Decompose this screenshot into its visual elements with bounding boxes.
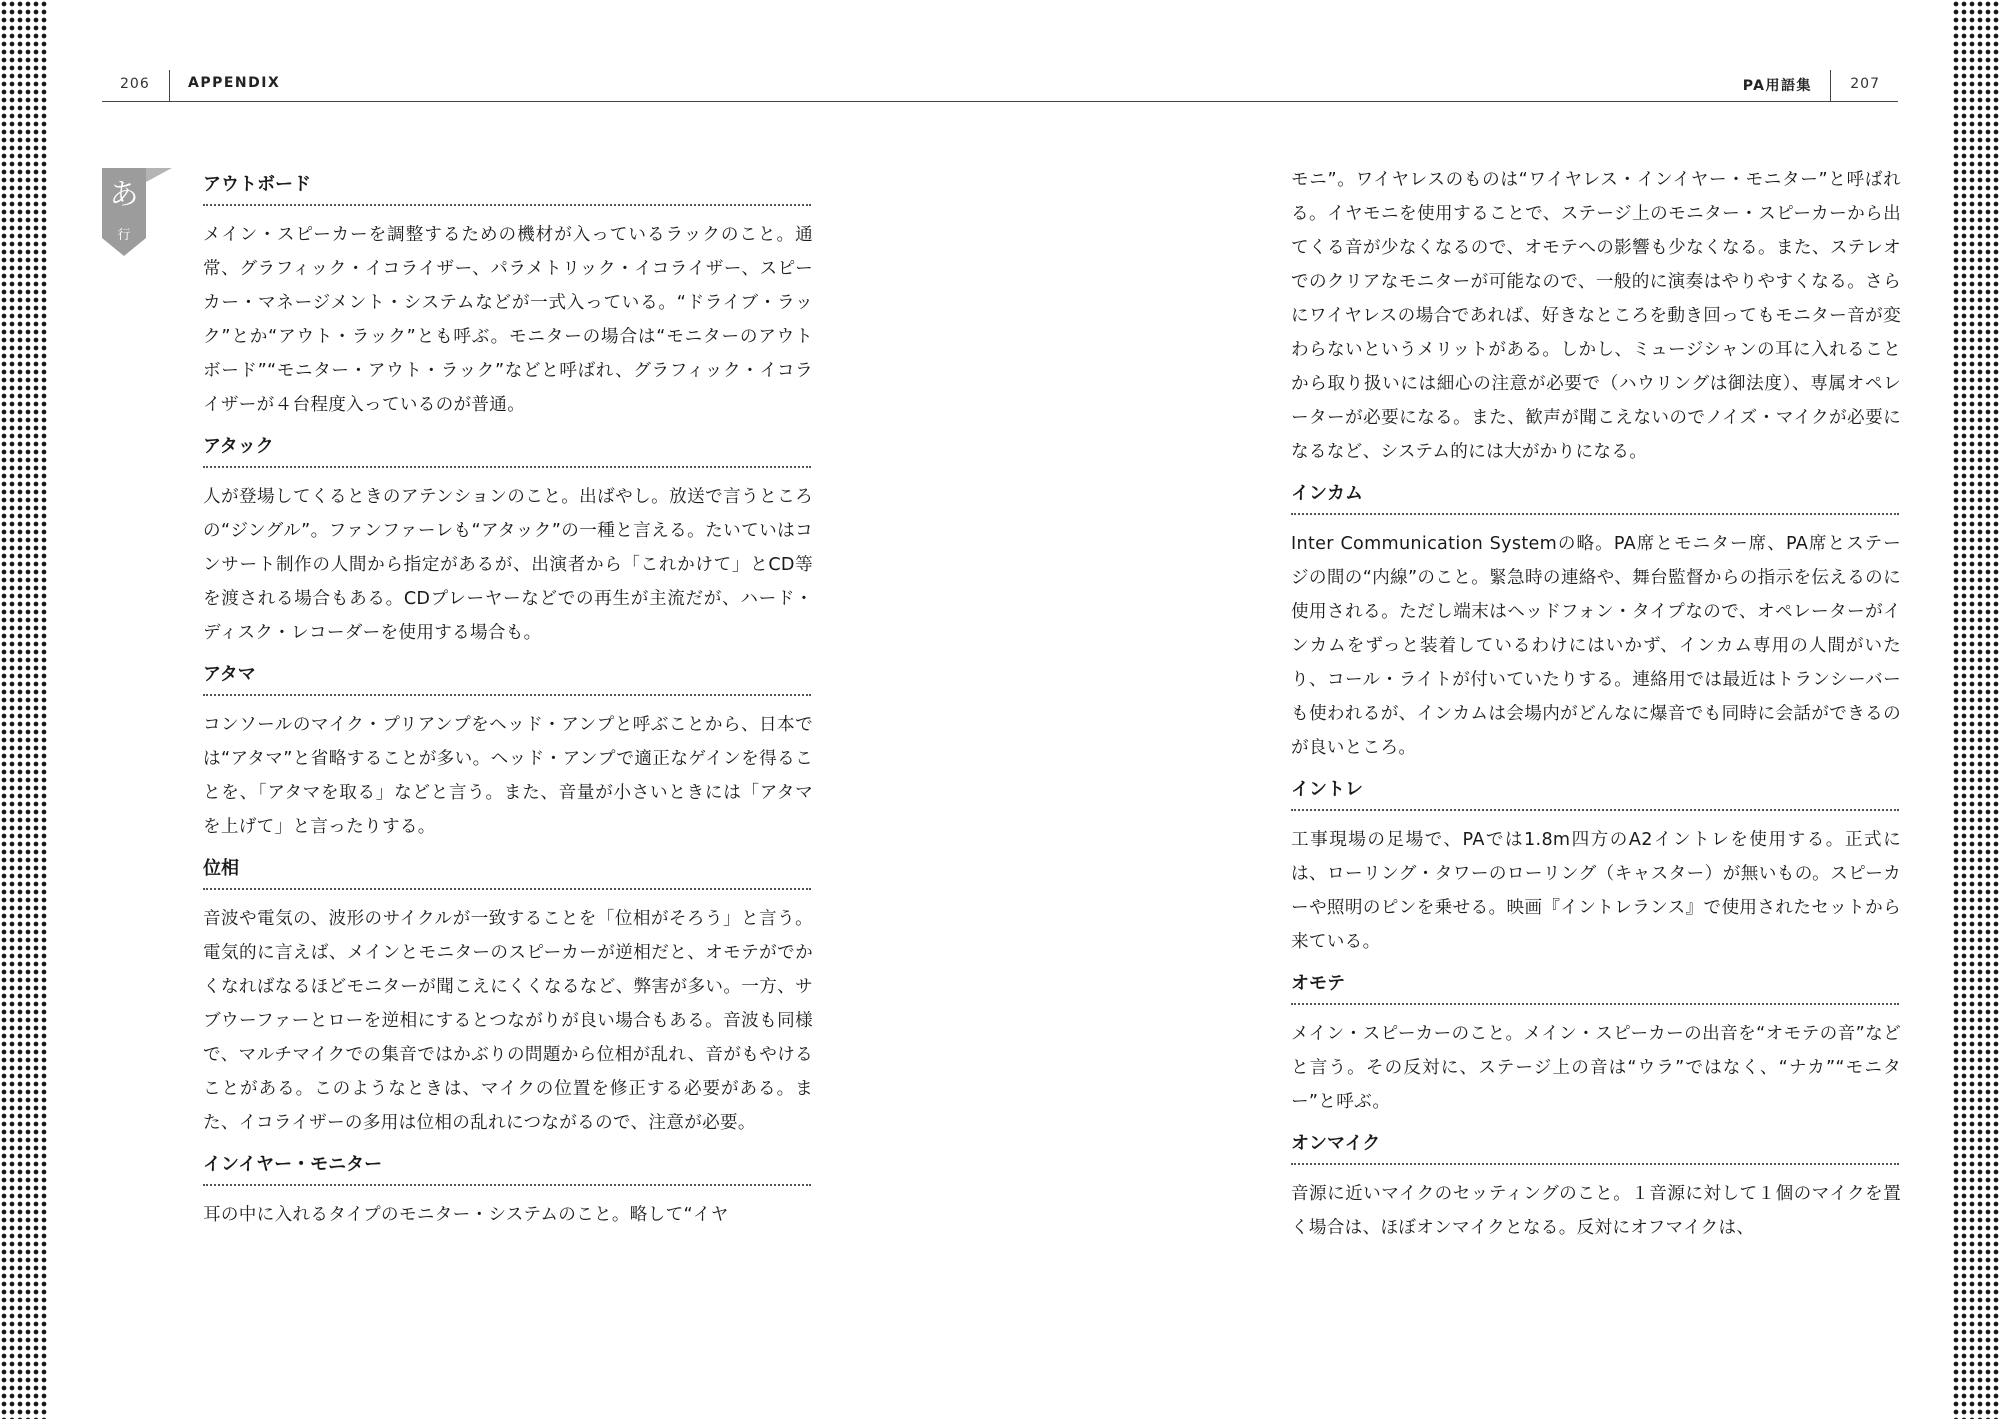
halftone-edge-right	[1952, 0, 2000, 1419]
running-header	[102, 56, 1898, 102]
entry-body: 工事現場の足場で、PAでは1.8m四方のA2イントレを使用する。正式には、ローリング・タワーのローリング（キャスター）が無いもの。スピーカーや照明のピンを乗せる。映画『イントレランス』で使用されたセットから来ている。	[1291, 830, 1901, 952]
right-column	[1291, 163, 1901, 1257]
glossary-entry	[1291, 1131, 1901, 1245]
glossary-entry	[203, 172, 813, 422]
entry-title: アタック	[203, 434, 811, 468]
right-section-label: PA用語集	[1742, 78, 1812, 94]
glossary-entry	[203, 1152, 813, 1232]
entry-title: オンマイク	[1291, 1131, 1899, 1165]
glossary-entry	[1291, 971, 1901, 1119]
entry-title: 位相	[203, 856, 811, 890]
glossary-entry	[203, 662, 813, 844]
entry-body: Inter Communication Systemの略。PA席とモニター席、PA席とステージの間の“内線”のこと。緊急時の連絡や、舞台監督からの指示を伝えるのに使用される。ただし端末はヘッドフォン・タイプなので、オペレーターがインカムをずっと装着しているわけにはいかず、インカム専用の人間がいたり、コール・ライトが付いていたりする。連絡用では最近はトランシーバーも使われるが、インカムは会場内がどんなに爆音でも同時に会話ができるのが良いところ。	[1291, 534, 1901, 758]
entry-title: オモテ	[1291, 971, 1899, 1005]
glossary-entry	[203, 434, 813, 650]
entry-title: インイヤー・モニター	[203, 1152, 811, 1186]
left-column	[203, 172, 813, 1244]
entry-body: コンソールのマイク・プリアンプをヘッド・アンプと呼ぶことから、日本では“アタマ”と省略することが多い。ヘッド・アンプで適正なゲインを得ることを、「アタマを取る」などと言う。また、音量が小さいときには「アタマを上げて」と言ったりする。	[203, 715, 813, 837]
continued-entry-body: モニ”。ワイヤレスのものは“ワイヤレス・インイヤー・モニター”と呼ばれる。イヤモニを使用することで、ステージ上のモニター・スピーカーから出てくる音が少なくなるので、オモテへの影響も少なくなる。また、ステレオでのクリアなモニターが可能なので、一般的に演奏はやりやすくなる。さらにワイヤレスの場合であれば、好きなところを動き回ってもモニター音が変わらないというメリットがある。しかし、ミュージシャンの耳に入れることから取り扱いには細心の注意が必要で（ハウリングは御法度）、専属オペレーターが必要になる。また、歓声が聞こえないのでノイズ・マイクが必要になるなど、システム的には大がかりになる。	[1291, 170, 1901, 462]
entry-body: 音源に近いマイクのセッティングのこと。１音源に対して１個のマイクを置く場合は、ほぼオンマイクとなる。反対にオフマイクは、	[1291, 1184, 1901, 1238]
entry-body: メイン・スピーカーのこと。メイン・スピーカーの出音を“オモテの音”などと言う。その反対に、ステージ上の音は“ウラ”ではなく、“ナカ”“モニター”と呼ぶ。	[1291, 1024, 1901, 1112]
entry-body: 耳の中に入れるタイプのモニター・システムのこと。略して“イヤ	[203, 1205, 729, 1225]
halftone-edge-left	[0, 0, 48, 1419]
glossary-entry	[1291, 777, 1901, 959]
entry-body: 音波や電気の、波形のサイクルが一致することを「位相がそろう」と言う。電気的に言えば、メインとモニターのスピーカーが逆相だと、オモテがでかくなればなるほどモニターが聞こえにくくなるなど、弊害が多い。一方、サブウーファーとローを逆相にするとつながりが良い場合もある。音波も同様で、マルチマイクでの集音ではかぶりの問題から位相が乱れ、音がもやけることがある。このようなときは、マイクの位置を修正する必要がある。また、イコライザーの多用は位相の乱れにつながるので、注意が必要。	[203, 909, 813, 1133]
entry-title: アウトボード	[203, 172, 811, 206]
header-divider-left	[169, 70, 170, 102]
glossary-entry	[1291, 481, 1901, 765]
left-page-number: 206	[120, 76, 150, 92]
header-rule	[102, 101, 1898, 102]
index-tab	[102, 168, 146, 256]
left-section-label: APPENDIX	[188, 75, 281, 91]
entry-title: インカム	[1291, 481, 1899, 515]
entry-body: 人が登場してくるときのアテンションのこと。出ばやし。放送で言うところの“ジングル”。ファンファーレも“アタック”の一種と言える。たいていはコンサート制作の人間から指定があるが、出演者から「これかけて」とCD等を渡される場合もある。CDプレーヤーなどでの再生が主流だが、ハード・ディスク・レコーダーを使用する場合も。	[203, 487, 813, 643]
right-page-number: 207	[1850, 76, 1880, 92]
entry-title: アタマ	[203, 662, 811, 696]
entry-body: メイン・スピーカーを調整するための機材が入っているラックのこと。通常、グラフィック・イコライザー、パラメトリック・イコライザー、スピーカー・マネージメント・システムなどが一式入っている。“ドライブ・ラック”とか“アウト・ラック”とも呼ぶ。モニターの場合は“モニターのアウトボード”“モニター・アウト・ラック”などと呼ばれ、グラフィック・イコライザーが４台程度入っているのが普通。	[203, 225, 813, 415]
header-divider-right	[1830, 70, 1831, 102]
index-tab-label: 行	[117, 228, 131, 243]
glossary-entry	[203, 856, 813, 1140]
entry-title: イントレ	[1291, 777, 1899, 811]
index-tab-kana: あ	[109, 177, 139, 211]
